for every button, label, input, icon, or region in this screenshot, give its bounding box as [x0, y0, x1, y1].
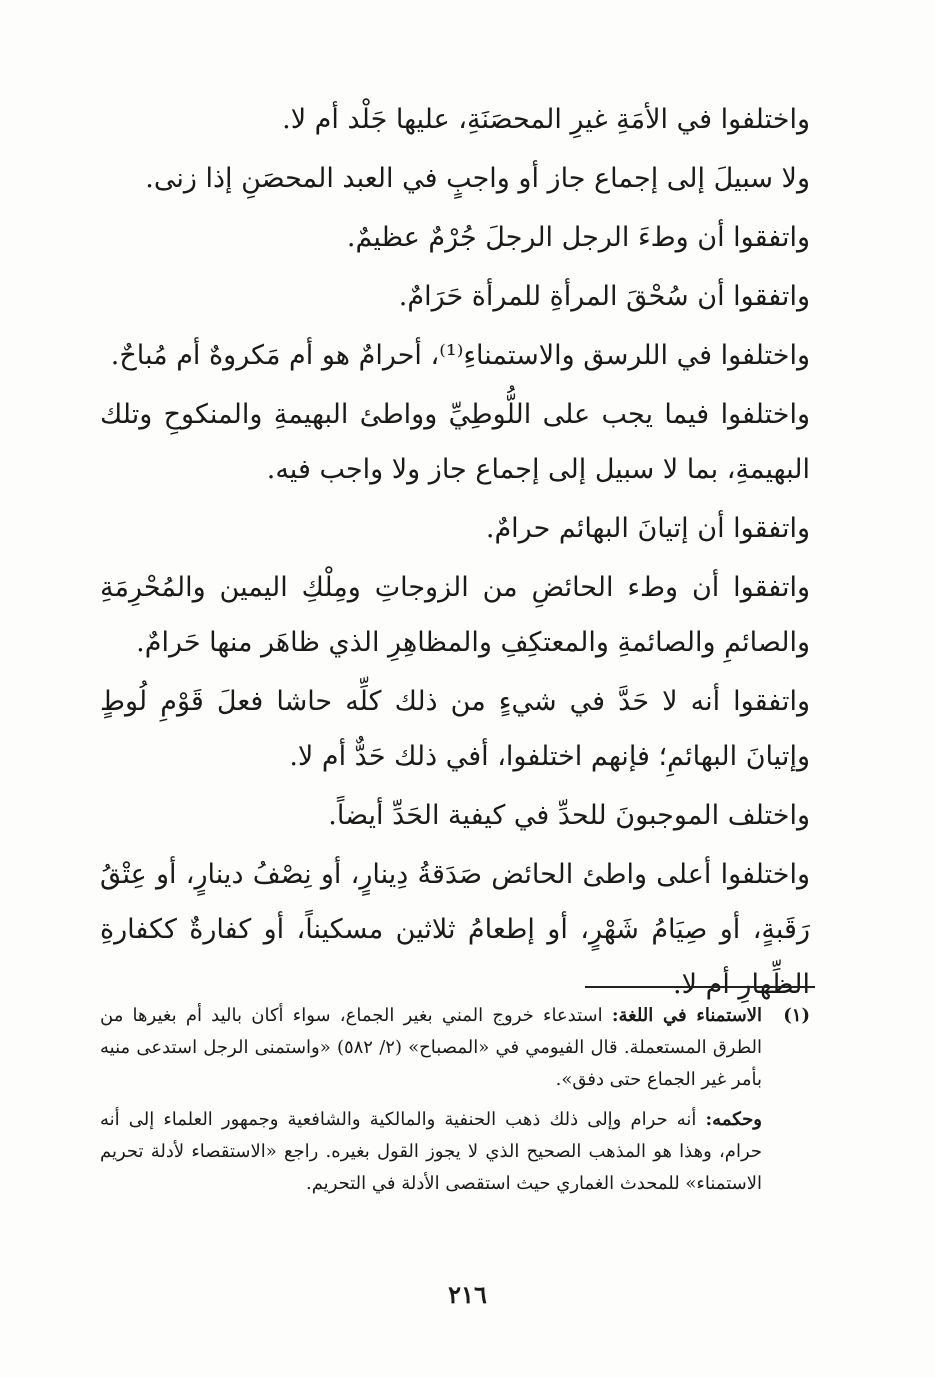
paragraph: واختلفوا فيما يجب على اللُّوطِيِّ وواطئ البهيمةِ والمنكوحِ وتلك البهيمةِ، بما لا سبيل إلى إجماع جاز ولا واجب فيه.	[100, 399, 810, 485]
paragraph: ولا سبيلَ إلى إجماع جاز أو واجبٍ في العبد المحصَنِ إذا زنى.	[145, 163, 810, 194]
paragraph: واختلف الموجبونَ للحدِّ في كيفية الحَدِّ أيضاً.	[328, 800, 810, 831]
footnote-separator	[585, 986, 815, 988]
paragraph: واختلفوا أعلى واطئ الحائض صَدَقةُ دِينارٍ، أو نِصْفُ دينارٍ، أو عِتْقُ رَقَبةٍ، أو صِيَامُ شَهْرٍ، أو إطعامُ ثلاثين مسكيناً، أو كفارةٌ ككفارةِ الظِّهارِ أم لا.	[100, 859, 810, 1000]
footnotes	[100, 1000, 810, 1208]
footnote-ruling-text: أنه حرام وإلى ذلك ذهب الحنفية والمالكية والشافعية وجمهور العلماء إلى أنه حرام، وهذا هو المذهب الصحيح الذي لا يجوز القول بغيره. راجع «الاستقصاء لأدلة تحريم الاستمناء» للمحدث الغماري حيث استقصى الأدلة في التحريم.	[100, 1109, 762, 1194]
footnote-ruling	[100, 1104, 810, 1200]
paragraph: واتفقوا أنه لا حَدَّ في شيءٍ من ذلك كلِّه حاشا فعلَ قَوْمِ لُوطٍ وإتيانَ البهائمِ؛ فإنهم اختلفوا، أفي ذلك حَدٌّ أم لا.	[100, 686, 810, 772]
paragraph: واتفقوا أن وطء الحائضِ من الزوجاتِ ومِلْكِ اليمين والمُحْرِمَةِ والصائمِ والصائمةِ والمعتكِفِ والمظاهِرِ الذي ظاهَر منها حَرامٌ.	[100, 572, 810, 658]
paragraph: واتفقوا أن إتيانَ البهائم حرامٌ.	[485, 513, 810, 544]
paragraph: واختلفوا في اللرسق والاستمناءِ⁽¹⁾، أحرامٌ هو أم مَكروهٌ أم مُباحٌ.	[110, 340, 810, 371]
page-number: ٢١٦	[448, 1280, 487, 1309]
footnote-text: استدعاء خروج المني بغير الجماع، سواء أكان باليد أم بغيرها من الطرق المستعملة. قال الفيومي في «المصباح» (٢/ ٥٨٢) «واستمنى الرجل استدعى منيه بأمر غير الجماع حتى دفق».	[100, 1005, 762, 1090]
footnote-term: الاستمناء في اللغة:	[611, 1005, 762, 1026]
paragraph: واتفقوا أن سُحْقَ المرأةِ للمرأة حَرَامٌ.	[398, 281, 810, 312]
footnote-ruling-label: وحكمه:	[705, 1109, 762, 1130]
main-text	[100, 92, 810, 1016]
paragraph: واتفقوا أن وطءَ الرجل الرجلَ جُرْمٌ عظيمٌ.	[346, 222, 810, 253]
footnote-number: (١)	[783, 1005, 810, 1026]
paragraph: واختلفوا في الأمَةِ غيرِ المحصَنَةِ، عليها جَلْد أم لا.	[282, 104, 810, 135]
footnote-1	[100, 1000, 810, 1096]
